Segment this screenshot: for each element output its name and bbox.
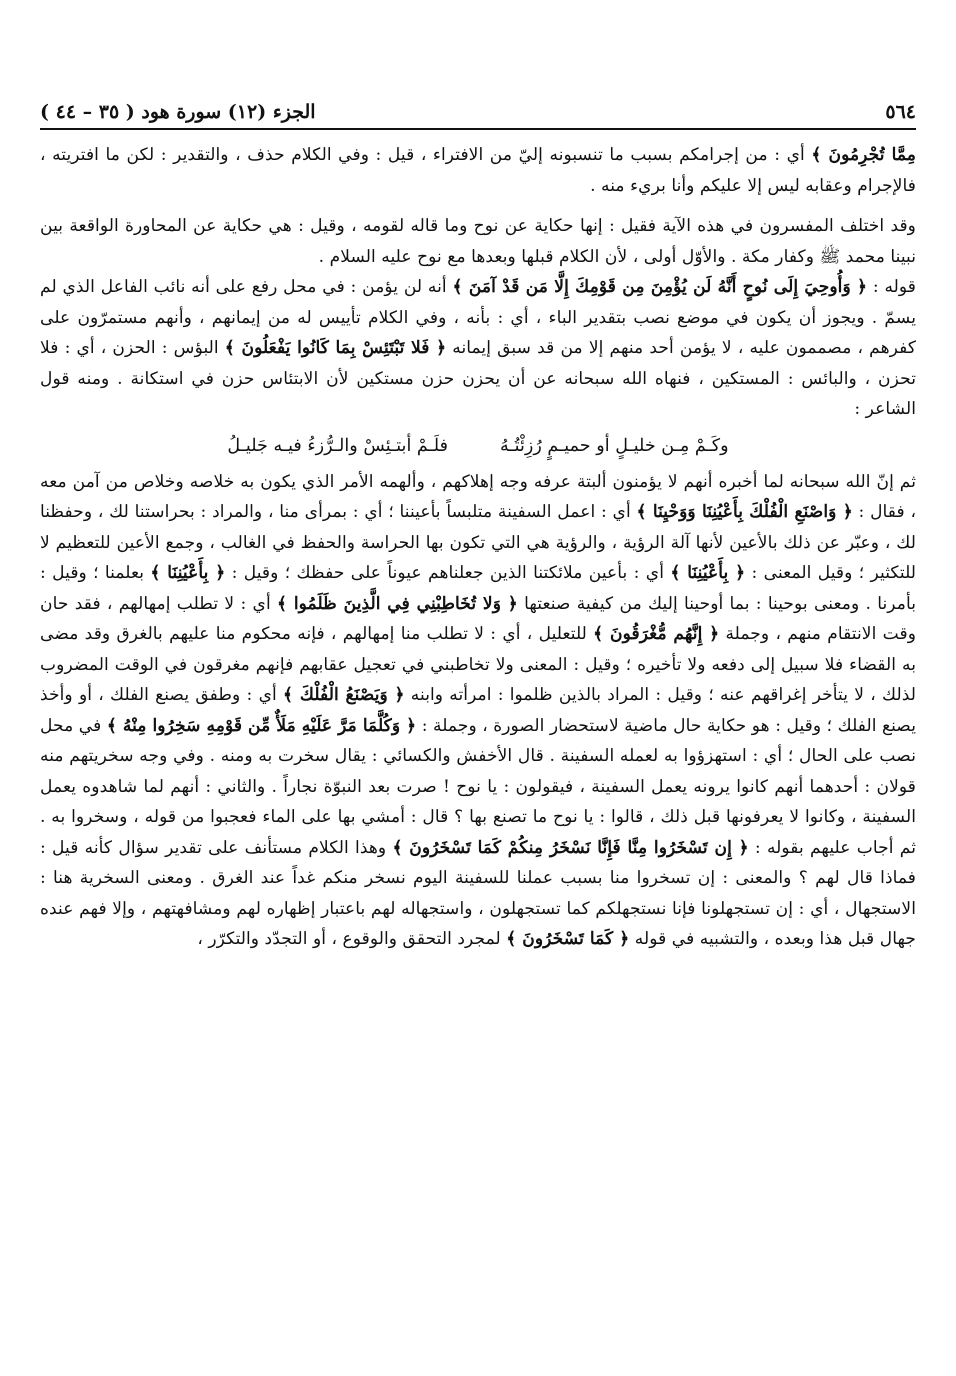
verse-first-hemistich: وكَـمْ مِـن خليـلٍ أو حميـمٍ رُزِئْتُـهُ bbox=[500, 435, 729, 456]
quran-quote: ﴿ وَكُلَّمَا مَرَّ عَلَيْهِ مَلَأٌ مِّن قَوْمِهِ سَخِرُوا مِنْهُ ﴾ bbox=[106, 715, 417, 736]
running-title: الجزء (١٢) سورة هود ( ٣٥ – ٤٤ ) bbox=[40, 101, 316, 123]
commentary-text: أي : اعمل السفينة متلبساً بأعيننا ؛ أي : بمرأى منا ، والمراد : بحراستنا لك ، وحفظنا لك ، وعبّر عن ذلك بالأعين لأنها آلة الرؤية ، والرؤية هي التي تكون بها الحراسة والحفظ في الغالب ، وجمع الأعين للتعظيم لا للتكثير ؛ وقيل المعنى : bbox=[40, 502, 917, 583]
paragraph bbox=[40, 467, 916, 955]
commentary-text: في محل نصب على الحال ؛ أي : استهزؤوا به لعمله السفينة . قال الأخفش والكسائي : يقال سخرت به ومنه . وفي وجه سخريتهم منه قولان : أحدهما أنهم كانوا يرونه يعمل السفينة ، فيقولون : يا نوح ! صرت بعد النبوّة نجاراً . والثاني : أنهم لما شاهدوه يعمل السفينة ، وكانوا لا يعرفونها قبل ذلك ، قالوا : يا نوح ما تصنع بها ؟ قال : أمشي بها على الماء فعجبوا من قوله ، وسخروا به . ثم أجاب عليهم بقوله : bbox=[40, 715, 917, 858]
page-header bbox=[40, 96, 916, 130]
poetry-verse bbox=[40, 429, 916, 463]
quran-quote: ﴿ فَلا تَبْتَئِسْ بِمَا كَانُوا يَفْعَلُونَ ﴾ bbox=[224, 338, 447, 358]
commentary-text: ثم إنّ الله سبحانه لما أخبره أنهم لا يؤمنون ألبتة عرفه وجه إهلاكهم ، وألهمه الأمر الذي يكون به خلاصه وخلاص من آمن معه ، فقال : bbox=[40, 471, 917, 522]
quran-quote: مِمَّا تُجْرِمُونَ ﴾ bbox=[811, 145, 916, 165]
commentary-text: أي : لا تطلب إمهالهم ، فقد حان وقت الانتقام منهم ، وجملة bbox=[40, 593, 916, 644]
commentary-text: أي : وطفق يصنع الفلك ، أو وأخذ يصنع الفلك ؛ وقيل : هو حكاية حال ماضية لاستحضار الصورة ، وجملة : bbox=[40, 685, 916, 736]
commentary-text: للتعليل ، أي : لا تطلب منا إمهالهم ، فإنه محكوم منا عليهم بالغرق وقد مضى به القضاء فلا سبيل إلى دفعه ولا تأخيره ؛ وقيل : المعنى ولا تخاطبني في تعجيل عقابهم فإنهم مغرقون في الوقت المضروب لذلك ، لا يتأخر إغراقهم عنه ؛ وقيل : المراد بالذين ظلموا : امرأته وابنه bbox=[40, 624, 916, 705]
commentary-text: أي : بأعين ملائكتنا الذين جعلناهم عيوناً على حفظك ؛ وقيل : bbox=[225, 563, 671, 583]
quran-quote: ﴿ وَلا تُخَاطِبْنِي فِي الَّذِينَ ظَلَمُوا ﴾ bbox=[277, 593, 518, 614]
commentary-text: قوله : bbox=[867, 277, 917, 297]
quran-quote: ﴿ وَيَصْنَعُ الْفُلْكَ ﴾ bbox=[283, 685, 405, 705]
quran-quote: ﴿ وَأُوحِيَ إِلَى نُوحٍ أَنَّهُ لَن يُؤْمِنَ مِن قَوْمِكَ إِلَّا مَن قَدْ آمَنَ ﴾ bbox=[452, 277, 868, 297]
quran-quote: ﴿ بِأَعْيُنِنَا ﴾ bbox=[150, 563, 226, 583]
commentary-text: بعلمنا ؛ وقيل : بأمرنا . ومعنى بوحينا : بما أوحينا إليك من كيفية صنعتها bbox=[40, 563, 916, 614]
spacer bbox=[40, 201, 916, 211]
paragraph bbox=[40, 140, 916, 201]
paragraph bbox=[40, 272, 916, 425]
quran-quote: ﴿ وَاصْنَعِ الْفُلْكَ بِأَعْيُنِنَا وَوَحْيِنَا ﴾ bbox=[636, 502, 853, 522]
quran-quote: ﴿ إِنَّهُم مُّغْرَقُونَ ﴾ bbox=[593, 624, 720, 644]
verse-second-hemistich: فلَـمْ أبتـئِسْ والـرُّزءُ فيـه جَليـلُ bbox=[227, 435, 449, 456]
commentary-text: أي : من إجرامكم بسبب ما تنسبونه إليّ من الافتراء ، قيل : وفي الكلام حذف ، والتقدير : لكن ما افتريته ، فالإجرام وعقابه ليس إلا عليكم وأنا بريء منه . bbox=[40, 145, 916, 196]
commentary-text: لمجرد التحقق والوقوع ، أو التجدّد والتكرّر ، bbox=[197, 929, 507, 949]
paragraph bbox=[40, 211, 916, 272]
page-number: ٥٦٤ bbox=[885, 101, 916, 123]
page-body bbox=[40, 140, 916, 955]
commentary-text: أنه لن يؤمن : في محل رفع على أنه نائب الفاعل الذي لم يسمّ . ويجوز أن يكون في موضع نصب بتقدير الباء ، أي : بأنه ، وفي الكلام تأييس له من إيمانهم ، وأنهم مستمرّون على كفرهم ، مصممون عليه ، لا يؤمن أحد منهم إلا من قد سبق إيمانه bbox=[40, 277, 917, 358]
quran-quote: ﴿ بِأَعْيُنِنَا ﴾ bbox=[670, 563, 746, 583]
commentary-text: وقد اختلف المفسرون في هذه الآية فقيل : إنها حكاية عن نوح وما قاله لقومه ، وقيل : هي حكاية عن المحاورة الواقعة بين نبينا محمد ﷺ وكفار مكة . والأوّل أولى ، لأن الكلام قبلها وبعدها مع نوح عليه السلام . bbox=[40, 216, 916, 267]
commentary-text: وهذا الكلام مستأنف على تقدير سؤال كأنه قيل : فماذا قال لهم ؟ والمعنى : إن تسخروا منا بسبب عملنا للسفينة اليوم نسخر منكم غداً عند الغرق . ومعنى السخرية هنا : الاستجهال ، أي : إن تستجهلونا فإنا نستجهلكم كما تستجهلون ، واستجهاله لهم باعتبار إظهاره لهم ومشافهتهم ، وإلا فهم عنده جهال قبل هذا وبعده ، والتشبيه في قوله bbox=[40, 837, 917, 949]
quran-quote: ﴿ إِن تَسْخَرُوا مِنَّا فَإِنَّا نَسْخَرُ مِنكُمْ كَمَا تَسْخَرُونَ ﴾ bbox=[392, 837, 749, 858]
quran-quote: ﴿ كَمَا تَسْخَرُونَ ﴾ bbox=[506, 929, 630, 949]
commentary-text: البؤس : الحزن ، أي : فلا تحزن ، والبائس : المستكين ، فنهاه الله سبحانه عن أن يحزن حزن مستكين لأن الابتئاس حزن في استكانة . ومنه قول الشاعر : bbox=[40, 338, 916, 419]
